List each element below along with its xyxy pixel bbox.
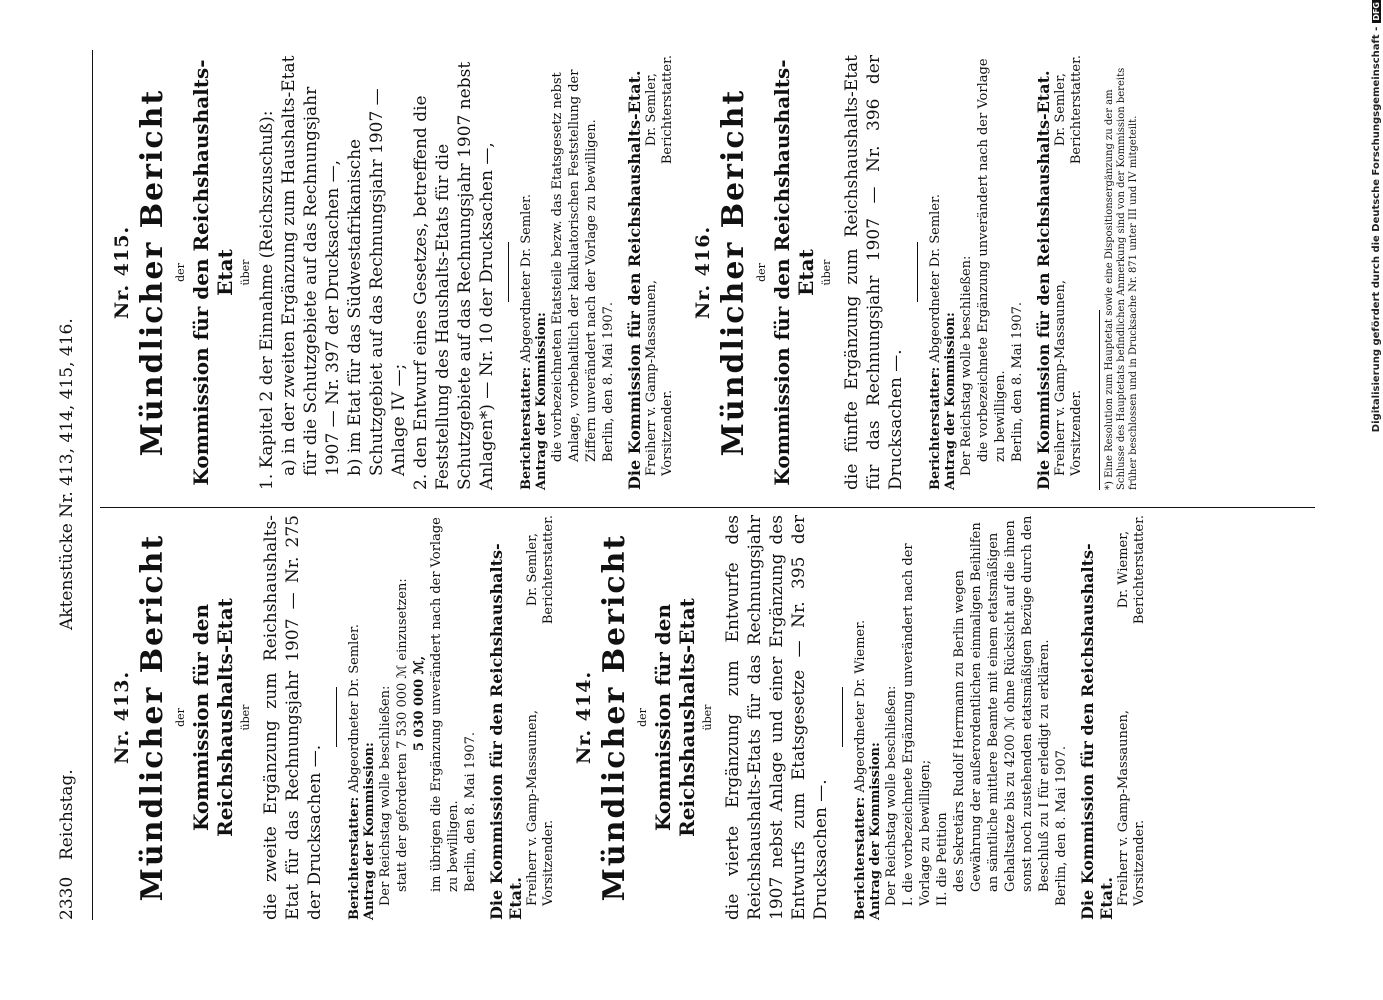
motion-text: Der Reichstag wolle beschließen: <box>884 685 899 906</box>
chair-role: Vorsitzender. <box>660 389 675 476</box>
reporter-role: Berichterstatter. <box>1069 55 1084 165</box>
commission-name: Kommission für den Reichshaushalts-Etat <box>189 59 237 486</box>
divider <box>917 243 918 303</box>
der-label: der <box>174 708 187 727</box>
reporter: Abgeordneter Dr. Wiemer. <box>853 619 868 793</box>
chair-role: Vorsitzender. <box>1132 819 1147 906</box>
divider <box>842 688 843 748</box>
reporter-name: Dr. Wiemer, <box>1116 530 1131 609</box>
divider <box>336 688 337 748</box>
motion-item: I. die vorbezeichnete Ergänzung unverändert nach der Vorlage zu bewilligen; <box>901 543 933 906</box>
motion-text: statt der geforderten 7 530 000 ℳ einzusetzen: <box>395 578 410 892</box>
chair-name: Freiherr v. Gamp-Massaunen, <box>525 709 540 906</box>
signatures <box>644 55 676 490</box>
report-title: Mündlicher Bericht <box>597 533 632 902</box>
der-label: der <box>636 708 649 727</box>
commission-signature: Die Kommission für den Reichshaushalts-Etat. <box>1078 543 1116 920</box>
list-item: a) in der zweiten Ergänzung zum Haushalts-Etat für die Schutzgebiete auf das Rechnungsjahr 1907 — Nr. 397 der Drucksachen —, <box>279 55 343 476</box>
list-item: 1. Kapitel 2 der Einnahme (Reichszuschuß): <box>257 110 277 490</box>
chair-role: Vorsitzender. <box>1069 389 1084 476</box>
digitization-note <box>1370 0 1383 1000</box>
report-number: Nr. 413. <box>111 670 133 765</box>
motion-item: II. die Petition <box>935 812 950 906</box>
report-title: Mündlicher Bericht <box>135 533 170 902</box>
footnote-rule <box>1099 310 1100 490</box>
commission-name: Kommission für den Reichshaushalts-Etat <box>189 598 237 837</box>
commission-signature: Die Kommission für den Reichshaushalts-Etat. <box>1034 70 1053 490</box>
reporter-label: Berichterstatter: <box>853 796 868 920</box>
left-column <box>105 515 1148 920</box>
report-416 <box>692 55 1140 490</box>
ueber-label: über <box>701 704 714 731</box>
report-date: Berlin, den 8. Mai 1907. <box>601 301 616 462</box>
report-date: Berlin, den 8. Mai 1907. <box>463 731 478 892</box>
page-number: 2330 <box>57 876 77 920</box>
subject-list <box>256 55 498 490</box>
petition-text: des Sekretärs Rudolf Herrmann zu Berlin wegen Gewährung der außerordentlichen einmaligen Beihilfen an sämtliche mittlere Beamte mit einem etatsmäßigen Gehaltsatze bis zu 4200 ℳ ohne Rücksicht auf die ihnen sonst noch zustehenden etatsmäßigen Bezüge durch den Beschluß zu I für erledigt zu erklären. <box>952 515 1052 892</box>
chair-name: Freiherr v. Gamp-Massaunen, <box>644 279 659 476</box>
report-date: Berlin, den 8. Mai 1907. <box>1054 745 1069 906</box>
motion-text: Der Reichstag wolle beschließen: <box>378 685 393 906</box>
antrag-label: Antrag der Kommission: <box>534 312 549 490</box>
motion-text: im übrigen die Ergänzung unverändert nach der Vorlage zu bewilligen. <box>429 517 461 892</box>
digitization-text: Digitalisierung gefördert durch die Deutsche Forschungsgemeinschaft - <box>1371 26 1382 433</box>
footnote: *) Eine Resolution zum Hauptetat sowie eine Dispositionsergänzung zu der am Schlusse des Hauptetats befindlichen Anmerkung sind von der Kommission bereits früher beschlossen und in Drucksache Nr. 871 unter III und IV mitgeteilt. <box>1104 67 1139 490</box>
running-title: Reichstag. <box>57 769 77 860</box>
ueber-label: über <box>239 259 252 286</box>
report-414 <box>573 515 1148 920</box>
commission-name: Kommission für den Reichshaushalts-Etat <box>770 59 818 486</box>
right-column <box>105 55 1140 490</box>
antrag-label: Antrag der Kommission: <box>943 312 958 490</box>
commission-name: Kommission für den Reichshaushalts-Etat <box>651 598 699 837</box>
signatures <box>525 515 557 920</box>
reporter: Abgeordneter Dr. Semler. <box>347 624 362 793</box>
reporter: Abgeordneter Dr. Semler. <box>928 194 943 363</box>
header-rule <box>92 50 93 920</box>
antrag-label: Antrag der Kommission: <box>362 742 377 920</box>
report-number: Nr. 415. <box>111 225 133 320</box>
motion-amount: 5 030 000 ℳ, <box>412 655 427 752</box>
motion-text: Der Reichstag wolle beschließen: <box>959 255 974 476</box>
page-header <box>52 50 82 920</box>
motion-text: die vorbezeichnete Ergänzung unverändert nach der Vorlage zu bewilligen. <box>976 58 1008 462</box>
column-divider <box>100 507 1315 508</box>
signatures <box>1116 515 1148 920</box>
commission-signature: Die Kommission für den Reichshaushalts-Etat. <box>487 543 525 920</box>
ueber-label: über <box>820 259 833 286</box>
chair-role: Vorsitzender. <box>541 819 556 906</box>
report-415 <box>111 55 676 490</box>
dfg-logo: DFG <box>1372 2 1381 21</box>
divider <box>508 243 509 303</box>
report-subject: die zweite Ergänzung zum Reichshaushalts-Etat für das Rechnungsjahr 1907 — Nr. 275 der Drucksachen —. <box>261 515 325 920</box>
reporter-label: Berichterstatter: <box>347 796 362 920</box>
report-title: Mündlicher Bericht <box>135 88 170 457</box>
commission-signature: Die Kommission für den Reichshaushalts-Etat. <box>625 70 644 490</box>
ueber-label: über <box>239 704 252 731</box>
signatures <box>1053 55 1085 490</box>
reporter-role: Berichterstatter. <box>660 55 675 165</box>
chair-name: Freiherr v. Gamp-Massaunen, <box>1116 709 1131 906</box>
reporter-name: Dr. Semler, <box>1053 72 1068 147</box>
report-number: Nr. 414. <box>573 670 595 765</box>
report-title: Mündlicher Bericht <box>716 88 751 457</box>
reporter-name: Dr. Semler, <box>644 72 659 147</box>
report-date: Berlin, den 8. Mai 1907. <box>1010 301 1025 462</box>
aktenstuecke-title: Aktenstücke Nr. 413, 414, 415, 416. <box>57 318 77 630</box>
der-label: der <box>174 263 187 282</box>
chair-name: Freiherr v. Gamp-Massaunen, <box>1053 279 1068 476</box>
der-label: der <box>755 263 768 282</box>
reporter-label: Berichterstatter: <box>928 366 943 490</box>
report-number: Nr. 416. <box>692 225 714 320</box>
reporter: Abgeordneter Dr. Semler. <box>519 194 534 363</box>
reporter-label: Berichterstatter: <box>519 366 534 490</box>
report-413 <box>111 515 557 920</box>
reporter-role: Berichterstatter. <box>1132 515 1147 625</box>
antrag-label: Antrag der Kommission: <box>868 742 883 920</box>
reporter-name: Dr. Semler, <box>525 532 540 607</box>
list-item: b) im Etat für das Südwestafrikanische Schutzgebiet auf das Rechnungsjahr 1907 — Anlage IV —; <box>345 88 409 476</box>
list-item: 2. den Entwurf eines Gesetzes, betreffend die Feststellung des Haushalts-Etats für die Schutzgebiete auf das Rechnungsjahr 1907 nebst Anlagen*) — Nr. 10 der Drucksachen —, <box>411 61 497 490</box>
reporter-role: Berichterstatter. <box>541 515 556 625</box>
report-subject: die fünfte Ergänzung zum Reichshaushalts-Etat für das Rechnungsjahr 1907 — Nr. 396 der Drucksachen —. <box>842 55 906 490</box>
motion-text: die vorbezeichneten Etatsteile bezw. das Etatsgesetz nebst Anlage, vorbehaltlich der kalkulatorischen Feststellung der Ziffern unverändert nach der Vorlage zu bewilligen. <box>550 69 599 462</box>
report-subject: die vierte Ergänzung zum Entwurfe des Reichshaushalts-Etats für das Rechnungsjahr 1907 nebst Anlage und einer Ergänzung des Entwurfs zum Etatsgesetze — Nr. 395 der Drucksachen —. <box>723 515 831 920</box>
